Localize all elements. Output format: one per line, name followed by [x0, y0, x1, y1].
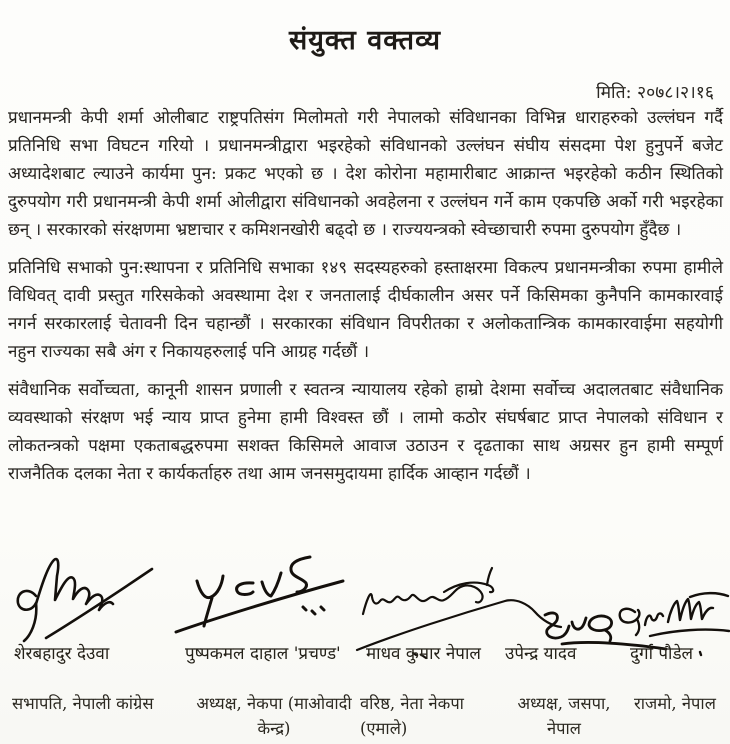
paragraph-2: प्रतिनिधि सभाको पुन:स्थापना र प्रतिनिधि सभाका १४९ सदस्यहरुको हस्ताक्षरमा विकल्प प्रधानमन्त्रीका रुपमा हामीले विधिवत् दावी प्रस्तुत गरिसकेको अवस्थामा देश र जनतालाई दीर्घकालीन असर पर्ने किसिमका कुनैपनि कामकारवाई नगर्न सरकारलाई चेतावनी दिन चहान्छौं । सरकारका संविधान विपरीतका र अलोकतान्त्रिक कामकारवाईमा सहयोगी नहुन राज्यका सबै अंग र निकायहरुलाई पनि आग्रह गर्दछौं । — [8, 258, 723, 362]
signature-pushpakamal-dahal-icon — [176, 557, 343, 632]
paragraph-1: प्रधानमन्त्री केपी शर्मा ओलीबाट राष्ट्रपतिसंग मिलोमतो गरी नेपालको संविधानका विभिन्न धाराहरुको उल्लंघन गर्दै प्रतिनिधि सभा विघटन गरियो । प्रधानमन्त्रीद्वारा भइरहेको संविधानको उल्लंघन संघीय संसदमा पेश हुनुपर्ने बजेट अध्यादेशबाट ल्याउने कार्यमा पुन: प्रकट भएको छ । देश कोरोना महामारीबाट आक्रान्त भइरहेको कठीन स्थितिको दुरुपयोग गरी प्रधानमन्त्री केपी शर्मा ओलीद्वारा संविधानको अवहेलना र उल्लंघन गर्ने काम एकपछि अर्को गरी भइरहेका छन् । सरकारको संरक्षणमा भ्रष्टाचार र कमिशनखोरी बढ्दो छ । राज्ययन्त्रको स्वेच्छाचारी रुपमा दुरुपयोग हुँदैछ । — [8, 108, 723, 240]
signatures-layer — [0, 525, 730, 675]
document-body — [8, 104, 723, 498]
signatory-name-nepal: माधव कुमार नेपाल — [366, 644, 481, 664]
document-title: संयुक्त वक्तव्य — [289, 25, 441, 56]
paragraph-3: संवैधानिक सर्वोच्चता, कानूनी शासन प्रणाली र स्वतन्त्र न्यायालय रहेको हाम्रो देशमा सर्वोच्च अदालतबाट संवैधानिक व्यवस्थाको संरक्षण भई न्याय प्राप्त हुनेमा हामी विश्वस्त छौं । लामो कठोर संघर्षबाट प्राप्त नेपालको संविधान र लोकतन्त्रको पक्षमा एकताबद्धरुपमा सशक्त किसिमले आवाज उठाउन र दृढताका साथ अग्रसर हुन हामी सम्पूर्ण राजनैतिक दलका नेता र कार्यकर्ताहरु तथा आम जनसमुदायमा हार्दिक आव्हान गर्दछौं । — [8, 380, 723, 484]
signatory-title-dahal: अध्यक्ष, नेकपा (माओवादी केन्द्र) — [196, 694, 352, 738]
signatory-title-nepal: वरिष्ठ, नेता नेकपा (एमाले) — [360, 694, 464, 738]
signatory-name-yadav: उपेन्द्र यादव — [505, 644, 577, 664]
document-date: मिति: २०७८।२।१६ — [596, 83, 714, 103]
signatory-title-deuba: सभापति, नेपाली कांग्रेस — [12, 694, 154, 713]
signatory-name-deuba: शेरबहादुर देउवा — [14, 644, 110, 664]
signatory-name-poudel: दुर्गा पौडेल — [630, 644, 694, 664]
signature-sherbahadur-deuba-icon — [18, 559, 152, 641]
signatory-name-dahal: पुष्पकमल दाहाल 'प्रचण्ड' — [185, 644, 341, 664]
signatory-title-poudel: राजमो, नेपाल — [634, 694, 716, 713]
signatory-title-yadav: अध्यक्ष, जसपा, नेपाल — [517, 694, 611, 738]
